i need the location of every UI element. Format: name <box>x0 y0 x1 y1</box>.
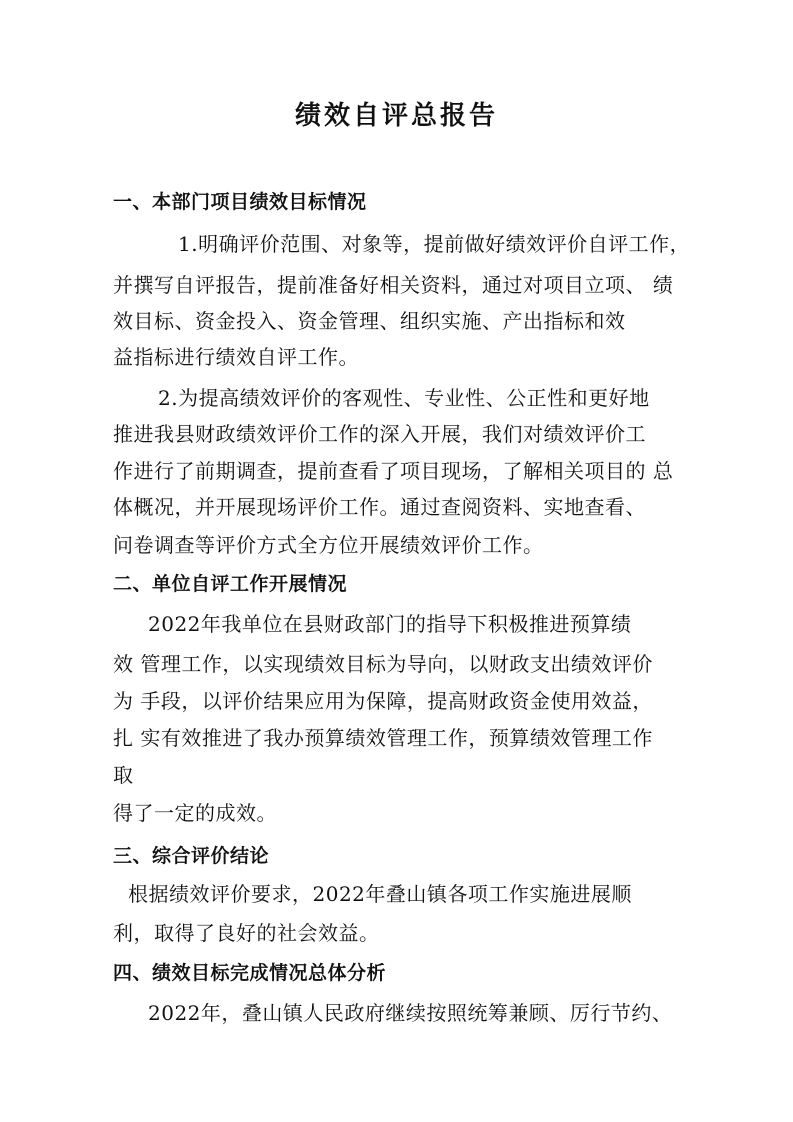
document-title: 绩效自评总报告 <box>294 101 498 131</box>
paragraph-line: 扎 实有效推进了我办预算绩效管理工作，预算绩效管理工作 <box>113 726 653 750</box>
paragraph-line: 推进我县财政绩效评价工作的深入开展，我们对绩效评价工 <box>113 422 646 446</box>
paragraph-line: 效目标、资金投入、资金管理、组织实施、产出指标和效 <box>113 309 626 333</box>
paragraph-line: 益指标进行绩效自评工作。 <box>113 345 359 369</box>
paragraph-line: 2022年我单位在县财政部门的指导下积极推进预算绩 <box>148 612 632 636</box>
section-heading-4: 四、绩效目标完成情况总体分析 <box>113 962 387 984</box>
paragraph-line: 并撰写自评报告，提前准备好相关资料，通过对项目立项、 绩 <box>113 273 674 297</box>
paragraph-line: 问卷调查等评价方式全方位开展绩效评价工作。 <box>113 533 544 557</box>
paragraph-line: 1.明确评价范围、对象等，提前做好绩效评价自评工作， <box>178 232 691 256</box>
paragraph-line: 2.为提高绩效评价的客观性、专业性、公正性和更好地 <box>158 386 650 410</box>
paragraph-line: 效 管理工作，以实现绩效目标为导向，以财政支出绩效评价 <box>113 652 653 676</box>
paragraph-line: 作进行了前期调查，提前查看了项目现场，了解相关项目的 总 <box>113 459 674 483</box>
section-heading-1: 一、本部门项目绩效目标情况 <box>113 191 367 213</box>
paragraph-line: 为 手段，以评价结果应用为保障，提高财政资金使用效益， <box>113 689 653 713</box>
paragraph-line: 体概况，并开展现场评价工作。通过查阅资料、实地查看、 <box>113 495 646 519</box>
paragraph-line: 取 <box>113 763 134 787</box>
paragraph-line: 得了一定的成效。 <box>113 801 277 825</box>
paragraph-line: 根据绩效评价要求，2022年叠山镇各项工作实施进展顺 <box>128 882 632 906</box>
paragraph-line: 2022年，叠山镇人民政府继续按照统筹兼顾、厉行节约、 <box>148 1001 673 1025</box>
paragraph-line: 利，取得了良好的社会效益。 <box>113 921 380 945</box>
section-heading-2: 二、单位自评工作开展情况 <box>113 573 348 595</box>
section-heading-3: 三、综合评价结论 <box>113 845 270 867</box>
